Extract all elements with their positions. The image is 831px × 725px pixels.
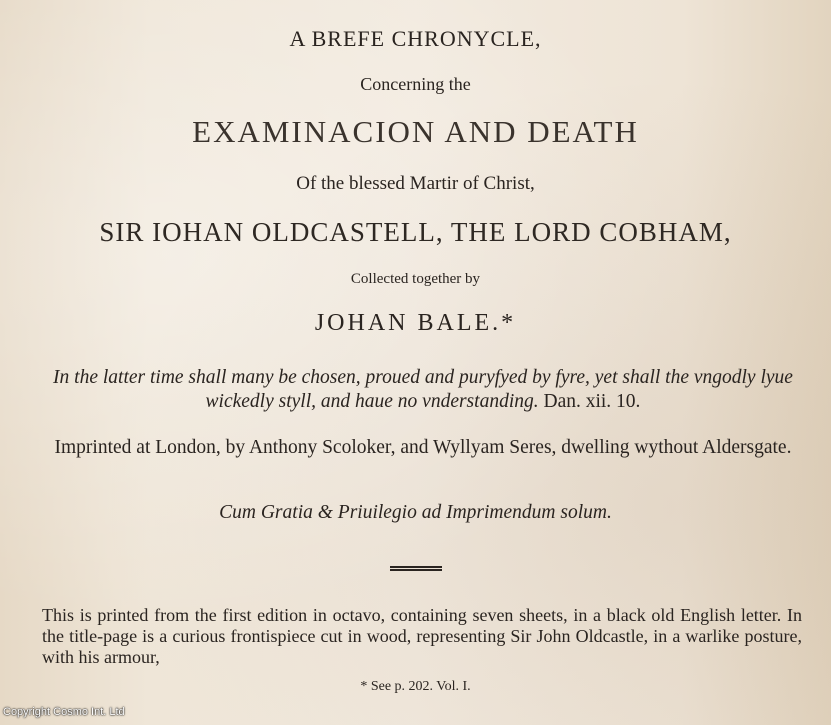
verse-reference: Dan. xii. 10. bbox=[543, 391, 641, 412]
martyr-line: Of the blessed Martir of Christ, bbox=[296, 173, 535, 194]
privilege-line: Cum Gratia & Priuilegio ad Imprimendum solum. bbox=[219, 502, 612, 523]
copyright-watermark: Copyright Cosmo Int. Ltd bbox=[3, 706, 125, 718]
subject-heading: EXAMINACION AND DEATH bbox=[192, 114, 639, 149]
person-heading: SIR IOHAN OLDCASTELL, THE LORD COBHAM, bbox=[99, 217, 732, 247]
concerning-line: Concerning the bbox=[360, 74, 471, 94]
collected-line: Collected together by bbox=[350, 271, 481, 287]
imprint-statement: Imprinted at London, by Anthony Scoloker, and Wyllyam Seres, dwelling wythout Aldersgate. bbox=[54, 437, 792, 458]
double-rule-divider bbox=[390, 566, 442, 568]
footnote-text: This is printed from the first edition in octavo, containing seven sheets, in a black old English letter. In the title-page is a curious frontispiece cut in wood, representing Sir John Oldcastle, in a warlike posture, with his armour, bbox=[42, 605, 802, 667]
scripture-verse bbox=[38, 366, 808, 414]
footnote-reference: * See p. 202. Vol. I. bbox=[360, 679, 471, 694]
chronicle-title: A BREFE CHRONYCLE, bbox=[289, 26, 542, 51]
verse-text: In the latter time shall many be chosen, proued and puryfyed by fyre, yet shall the vngodly lyue wickedly styll, and haue no vnderstanding. bbox=[53, 367, 793, 412]
author-name: JOHAN BALE.* bbox=[314, 310, 517, 336]
